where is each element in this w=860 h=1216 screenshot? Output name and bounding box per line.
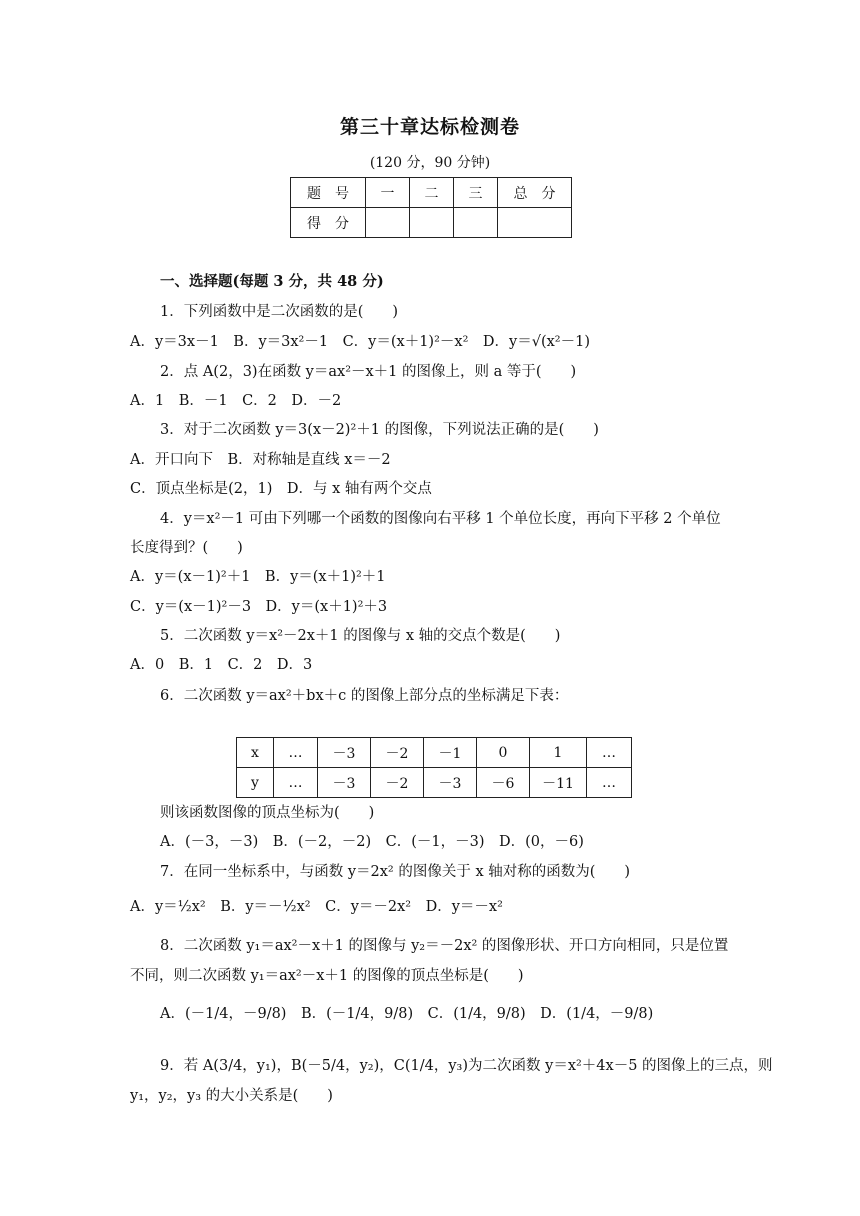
- score-cell[interactable]: [366, 208, 410, 238]
- q2-stem: 2．点 A(2，3)在函数 y＝ax²－x＋1 的图像上，则 a 等于( ): [160, 364, 577, 380]
- table-cell: …: [274, 768, 318, 798]
- exam-info: (120 分，90 分钟): [369, 155, 491, 171]
- q5-options: A．0 B．1 C．2 D．3: [130, 657, 313, 673]
- table-row: [237, 768, 632, 798]
- q6-options: A．(－3，－3) B．(－2，－2) C．(－1，－3) D．(0，－6): [160, 834, 584, 850]
- q9-stem-1: 9．若 A(3/4，y₁)，B(－5/4，y₂)，C(1/4，y₃)为二次函数 y＝x²＋4x－5 的图像上的三点，则: [160, 1058, 773, 1074]
- q9-stem-2: y₁，y₂，y₃ 的大小关系是( ): [130, 1088, 333, 1104]
- table-cell: …: [587, 768, 632, 798]
- score-row-label: 得 分: [291, 208, 366, 238]
- score-cell[interactable]: [410, 208, 454, 238]
- score-header: 题 号: [291, 178, 366, 208]
- q4-stem-2: 长度得到？( ): [130, 540, 243, 556]
- table-cell: －2: [371, 768, 424, 798]
- table-cell: …: [274, 738, 318, 768]
- score-cell[interactable]: [454, 208, 498, 238]
- q8-stem-1: 8．二次函数 y₁＝ax²－x＋1 的图像与 y₂＝－2x² 的图像形状、开口方向相同，只是位置: [160, 938, 729, 954]
- table-cell: 1: [530, 738, 587, 768]
- table-cell: 0: [477, 738, 530, 768]
- q7-options: A．y＝½x² B．y＝－½x² C．y＝－2x² D．y＝－x²: [130, 899, 503, 915]
- q4-options-2: C．y＝(x－1)²－3 D．y＝(x＋1)²＋3: [130, 599, 388, 615]
- table-cell: －6: [477, 768, 530, 798]
- score-cell[interactable]: [498, 208, 572, 238]
- score-header: 总 分: [498, 178, 572, 208]
- table-cell: －3: [318, 768, 371, 798]
- table-row: [237, 738, 632, 768]
- q3-stem: 3．对于二次函数 y＝3(x－2)²＋1 的图像，下列说法正确的是( ): [160, 422, 599, 438]
- table-cell: －1: [424, 738, 477, 768]
- q8-stem-2: 不同，则二次函数 y₁＝ax²－x＋1 的图像的顶点坐标是( ): [130, 968, 524, 984]
- table-cell: －3: [318, 738, 371, 768]
- table-cell: －11: [530, 768, 587, 798]
- q4-stem-1: 4．y＝x²－1 可由下列哪一个函数的图像向右平移 1 个单位长度，再向下平移 2 个单位: [160, 511, 721, 527]
- q6-stem: 6．二次函数 y＝ax²＋bx＋c 的图像上部分点的坐标满足下表：: [160, 688, 569, 704]
- q4-options-1: A．y＝(x－1)²＋1 B．y＝(x＋1)²＋1: [130, 569, 386, 585]
- score-header: 三: [454, 178, 498, 208]
- q2-options: A．1 B．－1 C．2 D．－2: [130, 393, 342, 409]
- score-header: 二: [410, 178, 454, 208]
- q5-stem: 5．二次函数 y＝x²－2x＋1 的图像与 x 轴的交点个数是( ): [160, 628, 561, 644]
- score-table: [290, 177, 572, 238]
- q3-options-1: A．开口向下 B．对称轴是直线 x＝－2: [130, 452, 391, 468]
- table-cell: －2: [371, 738, 424, 768]
- q3-options-2: C．顶点坐标是(2，1) D．与 x 轴有两个交点: [130, 481, 432, 497]
- q1-stem: 1．下列函数中是二次函数的是( ): [160, 304, 399, 320]
- table-cell: x: [237, 738, 274, 768]
- page-title: 第三十章达标检测卷: [339, 116, 520, 138]
- q6-value-table: [236, 737, 632, 798]
- table-cell: －3: [424, 768, 477, 798]
- section-heading: 一、选择题(每题 3 分，共 48 分): [160, 273, 384, 290]
- q6-ask: 则该函数图像的顶点坐标为( ): [160, 805, 375, 821]
- q1-options: A．y＝3x－1 B．y＝3x²－1 C．y＝(x＋1)²－x² D．y＝√(x²－1): [130, 334, 590, 350]
- score-header: 一: [366, 178, 410, 208]
- table-cell: y: [237, 768, 274, 798]
- q8-options: A．(－1/4，－9/8) B．(－1/4，9/8) C．(1/4，9/8) D．(1/4，－9/8): [160, 1006, 654, 1022]
- q7-stem: 7．在同一坐标系中，与函数 y＝2x² 的图像关于 x 轴对称的函数为( ): [160, 864, 631, 880]
- table-cell: …: [587, 738, 632, 768]
